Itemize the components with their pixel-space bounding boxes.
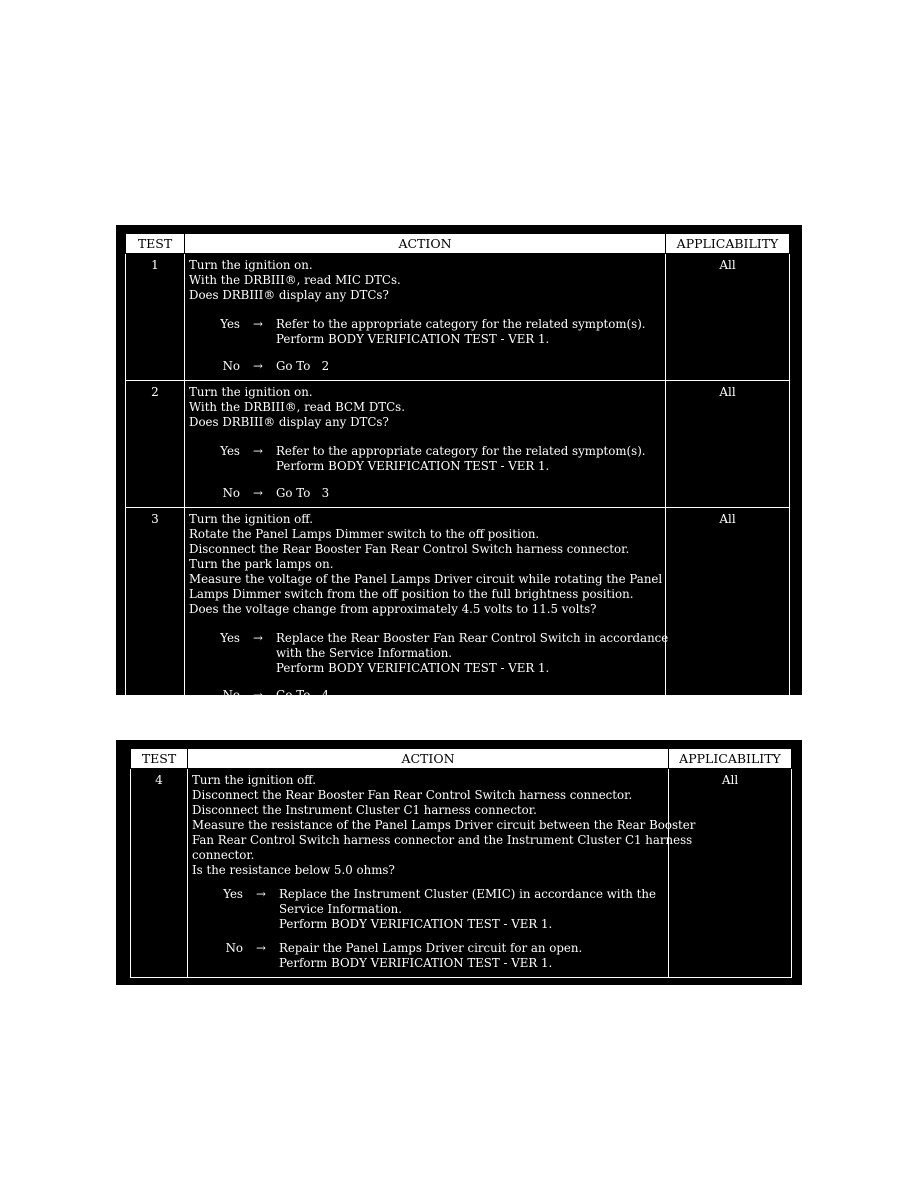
option-yes: [189, 317, 662, 347]
action-line: Disconnect the Rear Booster Fan Rear Control Switch harness connector.: [189, 542, 630, 556]
action-line: Does DRBIII® display any DTCs?: [189, 288, 389, 302]
option-text: Go To 2: [276, 359, 330, 373]
diagnostic-table-1: [125, 233, 790, 710]
action-line: Is the resistance below 5.0 ohms?: [192, 863, 395, 877]
arrow-right-icon: →: [253, 688, 263, 702]
test-applicability: All: [669, 769, 792, 978]
option-text: Perform BODY VERIFICATION TEST - VER 1.: [276, 459, 550, 473]
option-text: Refer to the appropriate category for the related symptom(s).: [276, 317, 646, 331]
option-yes: [189, 631, 669, 676]
table-header-row: [131, 749, 792, 769]
option-text: Go To 3: [276, 486, 330, 500]
arrow-right-icon: →: [253, 444, 263, 458]
option-label: Yes: [220, 631, 240, 645]
option-label: Yes: [223, 887, 243, 901]
option-label: No: [222, 486, 240, 500]
option-no: [189, 359, 662, 374]
option-label: No: [222, 688, 240, 702]
option-text: Perform BODY VERIFICATION TEST - VER 1.: [279, 956, 553, 970]
option-text: Go To 4: [276, 688, 330, 702]
option-text: Refer to the appropriate category for the related symptom(s).: [276, 444, 646, 458]
option-text: Perform BODY VERIFICATION TEST - VER 1.: [276, 332, 550, 346]
option-no: [189, 486, 662, 501]
action-line: Turn the ignition on.: [189, 385, 313, 399]
option-text: Repair the Panel Lamps Driver circuit for an open.: [279, 941, 583, 955]
action-line: Fan Rear Control Switch harness connector and the Instrument Cluster C1 harness: [192, 833, 693, 847]
action-line: Rotate the Panel Lamps Dimmer switch to the off position.: [189, 527, 540, 541]
action-line: Turn the ignition on.: [189, 258, 313, 272]
test-number: 3: [126, 508, 185, 710]
action-line: Disconnect the Instrument Cluster C1 harness connector.: [192, 803, 537, 817]
header-test: TEST: [131, 749, 188, 769]
header-applicability: APPLICABILITY: [666, 234, 790, 254]
option-text: Service Information.: [279, 902, 403, 916]
action-line: Does the voltage change from approximately 4.5 volts to 11.5 volts?: [189, 602, 597, 616]
action-line: Turn the ignition off.: [192, 773, 316, 787]
table-header-row: [126, 234, 790, 254]
test-action: [188, 769, 696, 978]
option-label: Yes: [220, 444, 240, 458]
arrow-right-icon: →: [253, 359, 263, 373]
arrow-right-icon: →: [253, 631, 263, 645]
header-test: TEST: [126, 234, 185, 254]
test-action: [185, 381, 666, 508]
option-yes: [192, 887, 665, 932]
table-row: [131, 769, 792, 978]
action-line: connector.: [192, 848, 255, 862]
test-action: [185, 508, 669, 710]
test-applicability: All: [666, 381, 790, 508]
test-number: 2: [126, 381, 185, 508]
option-no: [192, 941, 665, 971]
table-row: [126, 254, 790, 381]
option-text: Perform BODY VERIFICATION TEST - VER 1.: [276, 661, 550, 675]
option-text: with the Service Information.: [276, 646, 453, 660]
action-line: Does DRBIII® display any DTCs?: [189, 415, 389, 429]
action-line: With the DRBIII®, read MIC DTCs.: [189, 273, 401, 287]
test-number: 1: [126, 254, 185, 381]
diagnostic-table-2-panel: [116, 740, 802, 985]
arrow-right-icon: →: [256, 887, 266, 901]
action-line: Turn the ignition off.: [189, 512, 313, 526]
table-row: [126, 381, 790, 508]
action-line: Turn the park lamps on.: [189, 557, 334, 571]
option-label: No: [225, 941, 243, 955]
diagnostic-table-1-panel: [116, 225, 802, 702]
option-yes: [189, 444, 662, 474]
table-row: [126, 508, 790, 710]
header-action: ACTION: [185, 234, 666, 254]
option-label: No: [222, 359, 240, 373]
option-label: Yes: [220, 317, 240, 331]
action-line: Measure the resistance of the Panel Lamps Driver circuit between the Rear Booster: [192, 818, 696, 832]
header-action: ACTION: [188, 749, 669, 769]
header-applicability: APPLICABILITY: [669, 749, 792, 769]
arrow-right-icon: →: [253, 486, 263, 500]
action-line: Lamps Dimmer switch from the off position to the full brightness position.: [189, 587, 634, 601]
test-applicability: All: [666, 254, 790, 381]
arrow-right-icon: →: [256, 941, 266, 955]
action-line: Measure the voltage of the Panel Lamps Driver circuit while rotating the Panel: [189, 572, 663, 586]
arrow-right-icon: →: [253, 317, 263, 331]
test-applicability: All: [666, 508, 790, 710]
diagnostic-table-2: [130, 748, 792, 978]
test-number: 4: [131, 769, 188, 978]
option-text: Perform BODY VERIFICATION TEST - VER 1.: [279, 917, 553, 931]
option-no: [189, 688, 662, 703]
action-line: With the DRBIII®, read BCM DTCs.: [189, 400, 405, 414]
action-line: Disconnect the Rear Booster Fan Rear Control Switch harness connector.: [192, 788, 633, 802]
option-text: Replace the Instrument Cluster (EMIC) in accordance with the: [279, 887, 656, 901]
test-action: [185, 254, 666, 381]
option-text: Replace the Rear Booster Fan Rear Control Switch in accordance: [276, 631, 669, 645]
